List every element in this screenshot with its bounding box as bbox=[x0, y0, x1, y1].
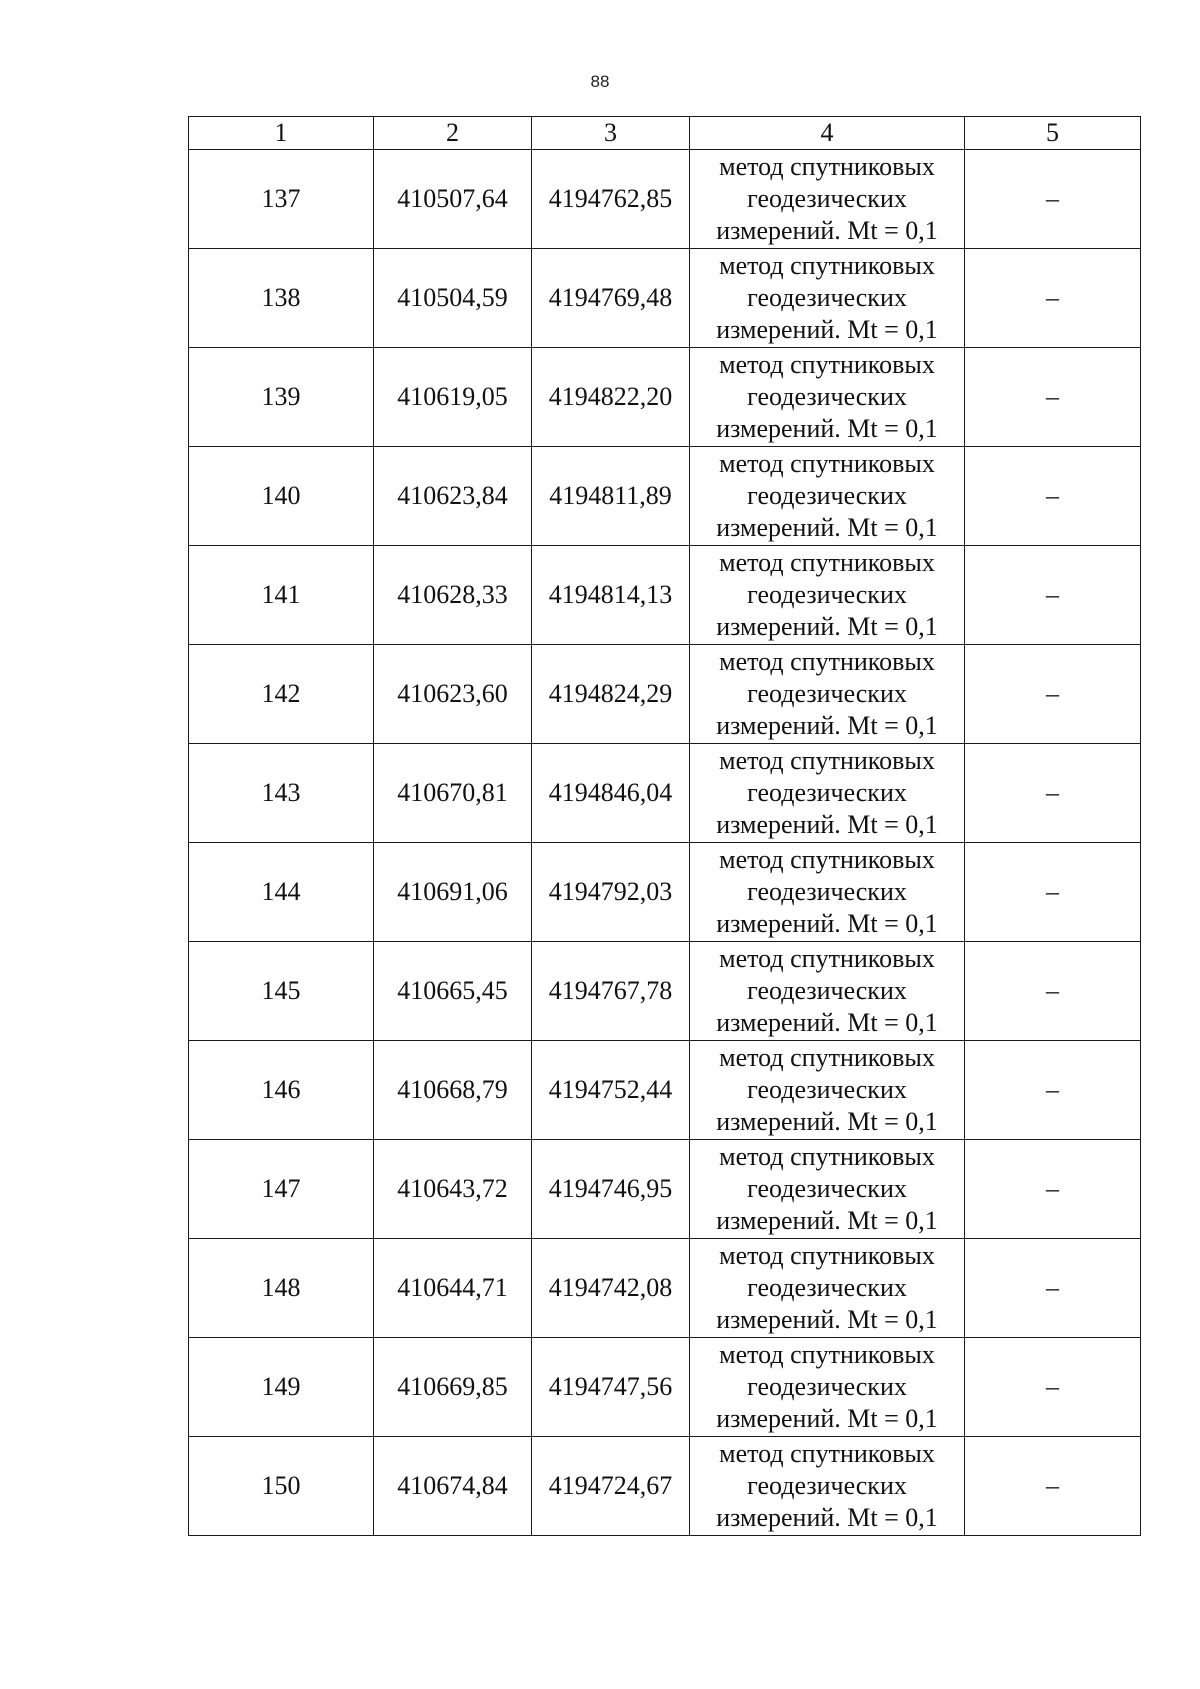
y-coordinate-cell: 4194724,67 bbox=[532, 1437, 690, 1536]
method-line-3: измерений. Mt = 0,1 bbox=[716, 1404, 938, 1433]
method-cell bbox=[690, 942, 965, 1041]
method-cell bbox=[690, 546, 965, 645]
note-cell: – bbox=[965, 1041, 1141, 1140]
table-row bbox=[189, 744, 1141, 843]
x-coordinate-cell: 410644,71 bbox=[374, 1239, 532, 1338]
table-row bbox=[189, 150, 1141, 249]
note-cell: – bbox=[965, 1437, 1141, 1536]
note-cell: – bbox=[965, 1140, 1141, 1239]
y-coordinate-cell: 4194846,04 bbox=[532, 744, 690, 843]
point-number-cell: 138 bbox=[189, 249, 374, 348]
y-coordinate-cell: 4194762,85 bbox=[532, 150, 690, 249]
x-coordinate-cell: 410674,84 bbox=[374, 1437, 532, 1536]
method-line-1: метод спутниковых bbox=[719, 152, 935, 181]
method-line-2: геодезических bbox=[747, 877, 907, 906]
column-header-4: 4 bbox=[690, 117, 965, 150]
x-coordinate-cell: 410619,05 bbox=[374, 348, 532, 447]
method-line-1: метод спутниковых bbox=[719, 449, 935, 478]
method-cell bbox=[690, 645, 965, 744]
point-number-cell: 141 bbox=[189, 546, 374, 645]
y-coordinate-cell: 4194824,29 bbox=[532, 645, 690, 744]
method-line-3: измерений. Mt = 0,1 bbox=[716, 711, 938, 740]
point-number-cell: 143 bbox=[189, 744, 374, 843]
table-row bbox=[189, 1437, 1141, 1536]
method-line-3: измерений. Mt = 0,1 bbox=[716, 315, 938, 344]
note-cell: – bbox=[965, 1338, 1141, 1437]
point-number-cell: 150 bbox=[189, 1437, 374, 1536]
y-coordinate-cell: 4194792,03 bbox=[532, 843, 690, 942]
table-row bbox=[189, 447, 1141, 546]
x-coordinate-cell: 410669,85 bbox=[374, 1338, 532, 1437]
note-cell: – bbox=[965, 546, 1141, 645]
table-row bbox=[189, 942, 1141, 1041]
method-cell bbox=[690, 1239, 965, 1338]
method-line-2: геодезических bbox=[747, 382, 907, 411]
method-line-2: геодезических bbox=[747, 778, 907, 807]
method-line-1: метод спутниковых bbox=[719, 251, 935, 280]
note-cell: – bbox=[965, 447, 1141, 546]
y-coordinate-cell: 4194822,20 bbox=[532, 348, 690, 447]
x-coordinate-cell: 410691,06 bbox=[374, 843, 532, 942]
table-row bbox=[189, 645, 1141, 744]
method-cell bbox=[690, 1041, 965, 1140]
method-line-3: измерений. Mt = 0,1 bbox=[716, 1206, 938, 1235]
method-cell bbox=[690, 447, 965, 546]
x-coordinate-cell: 410628,33 bbox=[374, 546, 532, 645]
note-cell: – bbox=[965, 150, 1141, 249]
point-number-cell: 146 bbox=[189, 1041, 374, 1140]
point-number-cell: 139 bbox=[189, 348, 374, 447]
method-line-1: метод спутниковых bbox=[719, 548, 935, 577]
table-row bbox=[189, 249, 1141, 348]
method-line-1: метод спутниковых bbox=[719, 944, 935, 973]
x-coordinate-cell: 410643,72 bbox=[374, 1140, 532, 1239]
y-coordinate-cell: 4194746,95 bbox=[532, 1140, 690, 1239]
method-line-3: измерений. Mt = 0,1 bbox=[716, 1305, 938, 1334]
method-cell bbox=[690, 348, 965, 447]
method-cell bbox=[690, 744, 965, 843]
y-coordinate-cell: 4194747,56 bbox=[532, 1338, 690, 1437]
method-line-3: измерений. Mt = 0,1 bbox=[716, 810, 938, 839]
x-coordinate-cell: 410623,84 bbox=[374, 447, 532, 546]
method-cell bbox=[690, 843, 965, 942]
method-line-2: геодезических bbox=[747, 580, 907, 609]
x-coordinate-cell: 410665,45 bbox=[374, 942, 532, 1041]
method-line-2: геодезических bbox=[747, 283, 907, 312]
x-coordinate-cell: 410504,59 bbox=[374, 249, 532, 348]
note-cell: – bbox=[965, 1239, 1141, 1338]
coordinates-table bbox=[188, 116, 1141, 1536]
method-cell bbox=[690, 1437, 965, 1536]
page-number: 88 bbox=[590, 72, 610, 91]
method-line-2: геодезических bbox=[747, 1372, 907, 1401]
method-line-3: измерений. Mt = 0,1 bbox=[716, 414, 938, 443]
column-header-5: 5 bbox=[965, 117, 1141, 150]
point-number-cell: 147 bbox=[189, 1140, 374, 1239]
y-coordinate-cell: 4194769,48 bbox=[532, 249, 690, 348]
note-cell: – bbox=[965, 249, 1141, 348]
y-coordinate-cell: 4194811,89 bbox=[532, 447, 690, 546]
table-row bbox=[189, 843, 1141, 942]
method-cell bbox=[690, 150, 965, 249]
table-row bbox=[189, 348, 1141, 447]
point-number-cell: 148 bbox=[189, 1239, 374, 1338]
column-header-2: 2 bbox=[374, 117, 532, 150]
method-line-1: метод спутниковых bbox=[719, 1439, 935, 1468]
method-cell bbox=[690, 1338, 965, 1437]
point-number-cell: 149 bbox=[189, 1338, 374, 1437]
table-row bbox=[189, 1239, 1141, 1338]
x-coordinate-cell: 410668,79 bbox=[374, 1041, 532, 1140]
note-cell: – bbox=[965, 645, 1141, 744]
note-cell: – bbox=[965, 348, 1141, 447]
method-line-2: геодезических bbox=[747, 184, 907, 213]
method-line-2: геодезических bbox=[747, 1471, 907, 1500]
method-line-3: измерений. Mt = 0,1 bbox=[716, 1008, 938, 1037]
method-line-1: метод спутниковых bbox=[719, 845, 935, 874]
y-coordinate-cell: 4194767,78 bbox=[532, 942, 690, 1041]
method-line-3: измерений. Mt = 0,1 bbox=[716, 909, 938, 938]
method-line-2: геодезических bbox=[747, 481, 907, 510]
y-coordinate-cell: 4194742,08 bbox=[532, 1239, 690, 1338]
point-number-cell: 137 bbox=[189, 150, 374, 249]
method-line-1: метод спутниковых bbox=[719, 647, 935, 676]
table-row bbox=[189, 1338, 1141, 1437]
x-coordinate-cell: 410623,60 bbox=[374, 645, 532, 744]
note-cell: – bbox=[965, 744, 1141, 843]
method-line-2: геодезических bbox=[747, 1174, 907, 1203]
method-cell bbox=[690, 249, 965, 348]
method-line-1: метод спутниковых bbox=[719, 1241, 935, 1270]
table-row bbox=[189, 1041, 1141, 1140]
table-header-row bbox=[189, 117, 1141, 150]
note-cell: – bbox=[965, 843, 1141, 942]
method-line-3: измерений. Mt = 0,1 bbox=[716, 513, 938, 542]
table-row bbox=[189, 1140, 1141, 1239]
method-line-2: геодезических bbox=[747, 1075, 907, 1104]
point-number-cell: 145 bbox=[189, 942, 374, 1041]
method-line-3: измерений. Mt = 0,1 bbox=[716, 216, 938, 245]
method-line-3: измерений. Mt = 0,1 bbox=[716, 1503, 938, 1532]
column-header-3: 3 bbox=[532, 117, 690, 150]
note-cell: – bbox=[965, 942, 1141, 1041]
method-line-2: геодезических bbox=[747, 976, 907, 1005]
x-coordinate-cell: 410507,64 bbox=[374, 150, 532, 249]
point-number-cell: 142 bbox=[189, 645, 374, 744]
y-coordinate-cell: 4194752,44 bbox=[532, 1041, 690, 1140]
method-line-1: метод спутниковых bbox=[719, 746, 935, 775]
method-line-3: измерений. Mt = 0,1 bbox=[716, 612, 938, 641]
point-number-cell: 140 bbox=[189, 447, 374, 546]
point-number-cell: 144 bbox=[189, 843, 374, 942]
table-row bbox=[189, 546, 1141, 645]
y-coordinate-cell: 4194814,13 bbox=[532, 546, 690, 645]
column-header-1: 1 bbox=[189, 117, 374, 150]
method-line-3: измерений. Mt = 0,1 bbox=[716, 1107, 938, 1136]
method-line-1: метод спутниковых bbox=[719, 1142, 935, 1171]
method-line-2: геодезических bbox=[747, 1273, 907, 1302]
method-line-1: метод спутниковых bbox=[719, 1340, 935, 1369]
method-cell bbox=[690, 1140, 965, 1239]
method-line-1: метод спутниковых bbox=[719, 1043, 935, 1072]
x-coordinate-cell: 410670,81 bbox=[374, 744, 532, 843]
method-line-2: геодезических bbox=[747, 679, 907, 708]
method-line-1: метод спутниковых bbox=[719, 350, 935, 379]
